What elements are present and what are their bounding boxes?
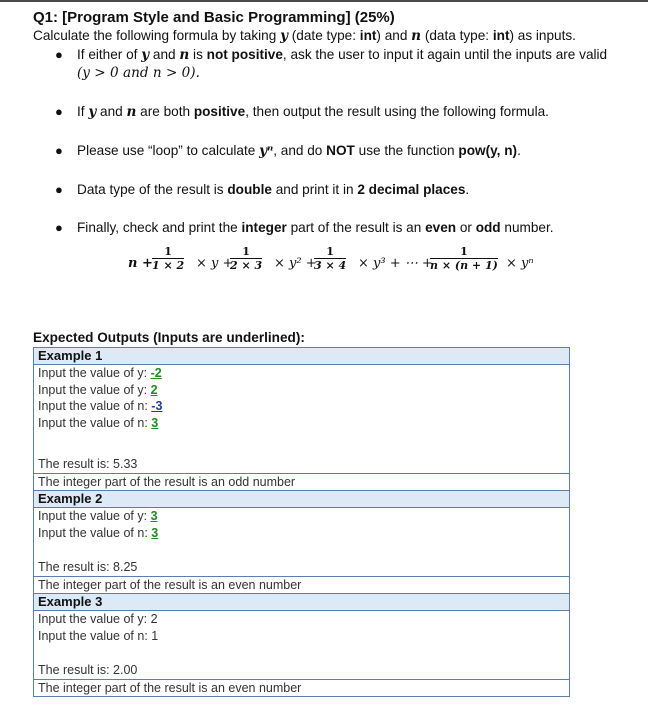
example-3-line: Input the value of n: 1 xyxy=(38,628,159,643)
question-page xyxy=(33,8,633,697)
example-3-parity: The integer part of the result is an even number xyxy=(34,679,569,697)
requirement-loop: ● Please use “loop” to calculate yⁿ, and do NOT use the function pow(y, n). xyxy=(55,143,521,159)
formula-term-1: × y + xyxy=(196,256,234,271)
requirement-parity: ● Finally, check and print the integer part of the result is an even or odd number. xyxy=(55,220,554,235)
formula-fraction-1: $\frac{1}{1 \times 2}$ xyxy=(152,245,185,272)
example-2-line: Input the value of y: 3 xyxy=(38,509,158,524)
example-3-result: The result is: 2.00 xyxy=(38,662,138,677)
example-2-header: Example 2 xyxy=(34,491,569,508)
examples-table xyxy=(33,347,570,697)
example-1-result: The result is: 5.33 xyxy=(38,456,138,471)
example-1-line: Input the value of y: 2 xyxy=(38,382,158,397)
requirement-data-type: ● Data type of the result is double and print it in 2 decimal places. xyxy=(55,182,470,197)
question-intro: Calculate the following formula by taking y (date type: int) and n (data type: int) as inputs. xyxy=(33,28,576,44)
formula-term-2: × y² + xyxy=(274,256,317,271)
example-3-body xyxy=(34,611,569,697)
example-1-body xyxy=(34,365,569,491)
series-formula xyxy=(128,245,633,285)
example-1-header: Example 1 xyxy=(34,348,569,365)
formula-term-3: × y³ + ⋯ + xyxy=(358,256,433,271)
formula-fraction-4: $\frac{1}{n \times (n + 1)}$ xyxy=(430,245,498,272)
question-title: Q1: [Program Style and Basic Programming] (25%) xyxy=(33,9,395,26)
requirement-formula: ● If y and n are both positive, then output the result using the following formula. xyxy=(55,104,549,120)
bullet-icon: ● xyxy=(55,104,63,119)
expected-heading: Expected Outputs (Inputs are underlined): xyxy=(33,330,305,345)
example-2-parity: The integer part of the result is an even number xyxy=(34,576,569,594)
formula-term-4: × yⁿ xyxy=(506,256,534,271)
bullet-icon: ● xyxy=(55,143,63,158)
bullet-icon: ● xyxy=(55,182,63,197)
example-1-line: Input the value of n: -3 xyxy=(38,399,163,414)
example-2-result: The result is: 8.25 xyxy=(38,559,138,574)
example-2-line: Input the value of n: 3 xyxy=(38,525,159,540)
formula-fraction-3: $\frac{1}{3 \times 4}$ xyxy=(314,245,347,272)
formula-fraction-2: $\frac{1}{2 \times 3}$ xyxy=(230,245,263,272)
example-3-header: Example 3 xyxy=(34,594,569,611)
bullet-icon: ● xyxy=(55,47,63,62)
requirement-validation: ● If either of y and n is not positive, ask the user to input it again until the inputs are valid (y > 0 and n > 0). xyxy=(55,47,608,81)
example-1-line: Input the value of n: 3 xyxy=(38,415,159,430)
requirements-list xyxy=(33,46,633,236)
top-rule xyxy=(0,0,648,2)
bullet-icon: ● xyxy=(55,220,63,235)
example-1-line: Input the value of y: -2 xyxy=(38,366,162,380)
example-2-body xyxy=(34,508,569,594)
formula-lead: n + xyxy=(128,256,153,271)
example-1-parity: The integer part of the result is an odd number xyxy=(34,473,569,491)
example-3-line: Input the value of y: 2 xyxy=(38,612,158,627)
